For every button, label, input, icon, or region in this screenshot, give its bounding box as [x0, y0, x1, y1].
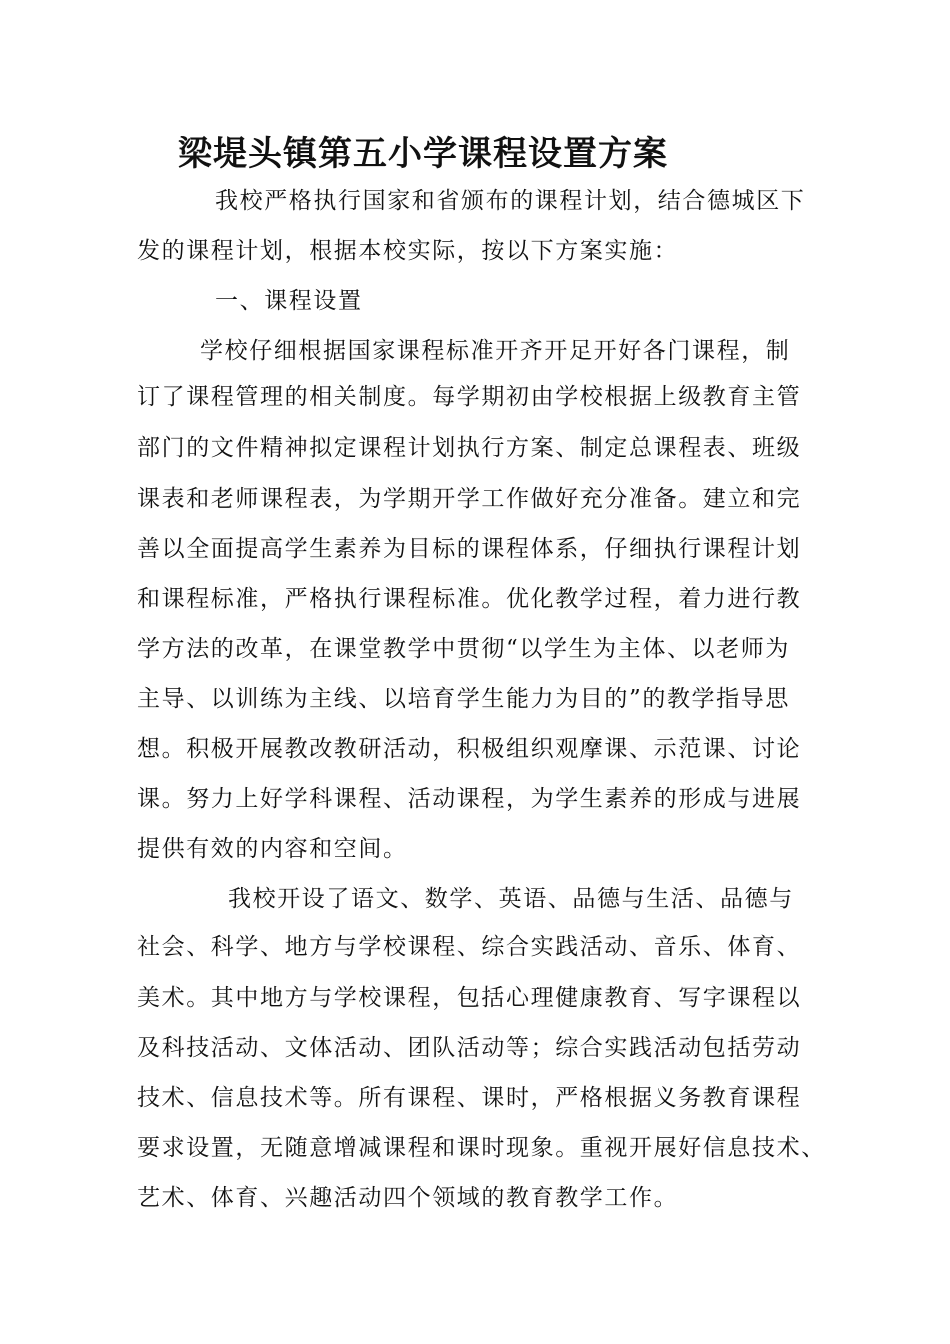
paragraph-line: 发的课程计划，根据本校实际，按以下方案实施：	[137, 238, 679, 264]
paragraph-line: 提供有效的内容和空间。	[137, 836, 408, 862]
paragraph-line: 主导、以训练为主线、以培育学生能力为目的”的教学指导思	[137, 686, 790, 712]
document-title: 梁堤头镇第五小学课程设置方案	[178, 134, 668, 174]
paragraph-line: 艺术、体育、兴趣活动四个领域的教育教学工作。	[137, 1185, 679, 1211]
paragraph-line: 部门的文件精神拟定课程计划执行方案、制定总课程表、班级	[137, 435, 802, 461]
paragraph-line: 和课程标准，严格执行课程标准。优化教学过程，着力进行教	[137, 586, 802, 612]
paragraph-line: 我校严格执行国家和省颁布的课程计划，结合德城区下	[215, 188, 806, 214]
paragraph-line: 订了课程管理的相关制度。每学期初由学校根据上级教育主管	[137, 384, 802, 410]
paragraph-line: 课表和老师课程表，为学期开学工作做好充分准备。建立和完	[137, 486, 802, 512]
paragraph-line: 学校仔细根据国家课程标准开齐开足开好各门课程，制	[200, 338, 791, 364]
paragraph-line: 要求设置，无随意增减课程和课时现象。重视开展好信息技术、	[137, 1135, 826, 1161]
paragraph-line: 我校开设了语文、数学、英语、品德与生活、品德与	[228, 886, 794, 912]
paragraph-line: 技术、信息技术等。所有课程、课时，严格根据义务教育课程	[137, 1085, 802, 1111]
section-heading: 一、课程设置	[215, 288, 363, 314]
paragraph-line: 美术。其中地方与学校课程，包括心理健康教育、写字课程以	[137, 985, 802, 1011]
paragraph-line: 学方法的改革，在课堂教学中贯彻“以学生为主体、以老师为	[137, 636, 790, 662]
paragraph-line: 课。努力上好学科课程、活动课程，为学生素养的形成与进展	[137, 786, 802, 812]
paragraph-line: 想。积极开展教改教研活动，积极组织观摩课、示范课、讨论	[137, 736, 802, 762]
paragraph-line: 善以全面提高学生素养为目标的课程体系，仔细执行课程计划	[137, 536, 802, 562]
paragraph-line: 及科技活动、文体活动、团队活动等；综合实践活动包括劳动	[137, 1035, 802, 1061]
paragraph-line: 社会、科学、地方与学校课程、综合实践活动、音乐、体育、	[137, 934, 802, 960]
